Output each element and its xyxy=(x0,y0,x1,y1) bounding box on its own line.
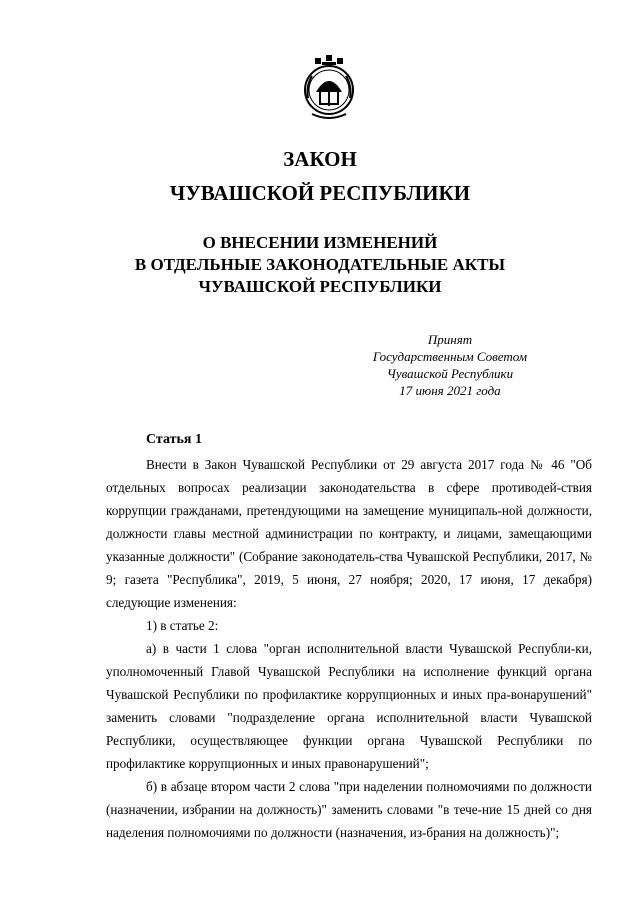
adoption-line-2: Государственным Советом xyxy=(372,349,528,364)
adoption-line-3: Чувашской Республики xyxy=(386,366,514,381)
law-subtitle-line-1: О ВНЕСЕНИИ ИЗМЕНЕНИЙ xyxy=(202,233,438,252)
paragraph: б) в абзаце втором части 2 слова "при наделении полномочиями по должности (назначении, избрании на должность)" заменить словами "в тече-ние 15 дней со дня наделения полномочиями по должности (назначения, из-брания на должность)"; xyxy=(106,779,592,840)
paragraph: 1) в статье 2: xyxy=(146,618,219,633)
law-subtitle-line-2: В ОТДЕЛЬНЫЕ ЗАКОНОДАТЕЛЬНЫЕ АКТЫ xyxy=(134,255,506,274)
law-title: ЗАКОН xyxy=(283,147,357,171)
adoption-note xyxy=(330,331,570,399)
chuvash-emblem-icon xyxy=(302,52,356,120)
paragraph: Внести в Закон Чувашской Республики от 29 августа 2017 года № 46 "Об отдельных вопросах реализации законодательства в сфере противодей-ствия коррупции гражданами, претендующими на замещение муниципаль-ной должности, должности главы местной администрации по контракту, и лицами, замещающими указанные должности" (Собрание законодатель-ства Чувашской Республики, 2017, № 9; газета "Республика", 2019, 5 июня, 27 ноября; 2020, 17 июня, 17 декабря) следующие изменения: xyxy=(106,457,592,610)
law-subtitle-line-3: ЧУВАШСКОЙ РЕСПУБЛИКИ xyxy=(198,277,442,296)
law-title-republic: ЧУВАШСКОЙ РЕСПУБЛИКИ xyxy=(169,181,471,205)
adoption-date: 17 июня 2021 года xyxy=(399,383,501,398)
adoption-line-1: Принят xyxy=(427,332,473,347)
article-body xyxy=(106,453,592,844)
article-heading: Статья 1 xyxy=(146,432,202,447)
paragraph: а) в части 1 слова "орган исполнительной власти Чувашской Республи-ки, уполномоченный Главой Чувашской Республики на исполнение функций органа Чувашской Республики по профилактике коррупционных и иных пра-вонарушений" заменить словами "подразделение органа исполнительной власти Чувашской Республики, осуществляющее функции органа Чувашской Республики по профилактике коррупционных и иных правонарушений"; xyxy=(106,641,592,771)
